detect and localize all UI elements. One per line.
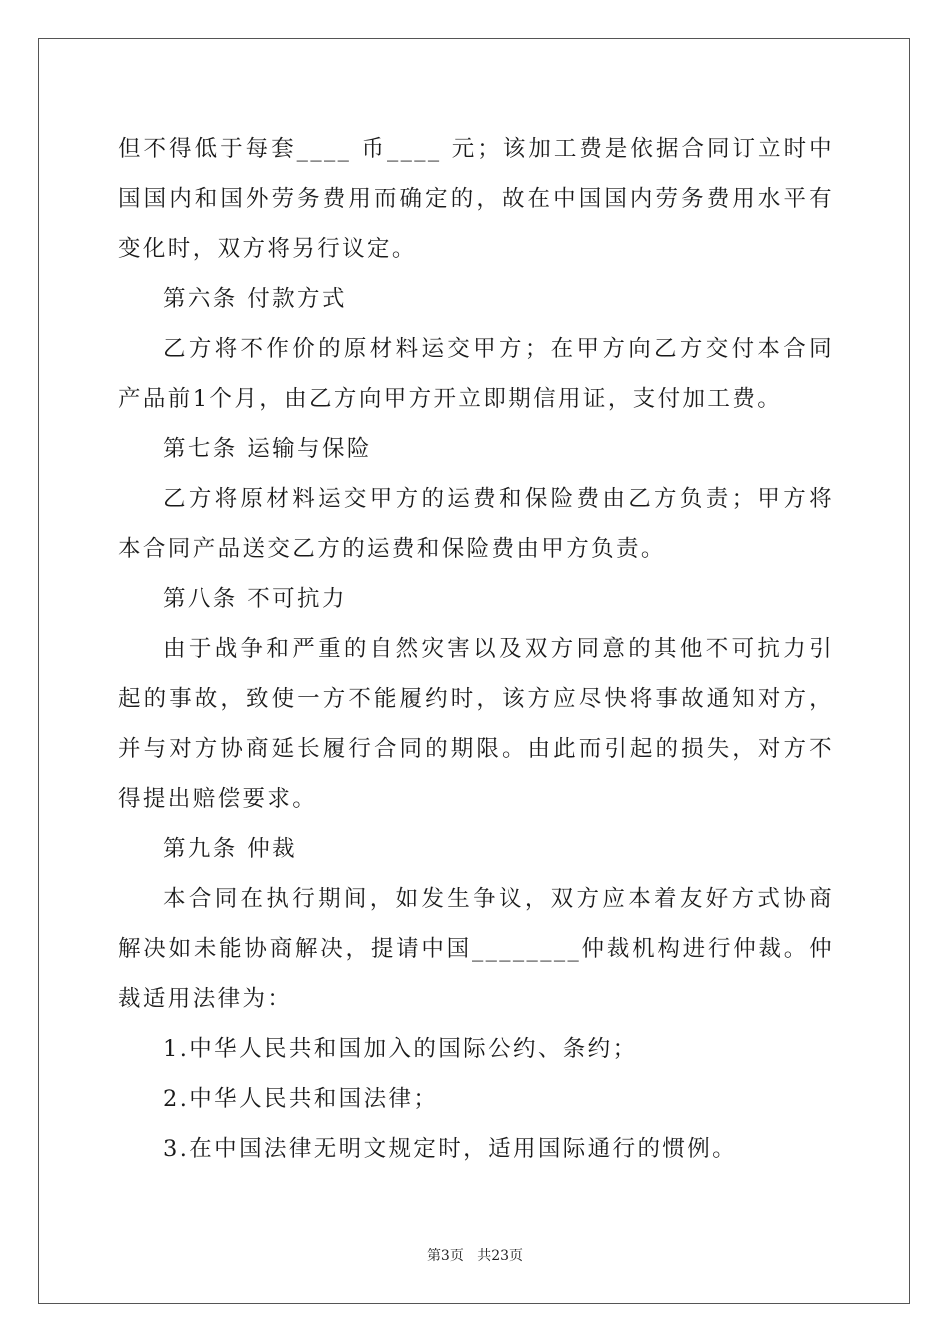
article-9-heading: 第九条 仲裁: [163, 836, 298, 862]
page-footer: [0, 1246, 950, 1266]
article-8-heading: 第八条 不可抗力: [163, 586, 347, 612]
document-body: [118, 124, 834, 1174]
article-6-heading: 第六条 付款方式: [163, 286, 347, 312]
article-9-paragraph: 本合同在执行期间，如发生争议，双方应本着友好方式协商解决如未能协商解决，提请中国________仲裁机构进行仲裁。仲裁适用法律为：: [118, 886, 834, 1012]
law-list-item-3: 3.在中国法律无明文规定时，适用国际通行的惯例。: [163, 1136, 738, 1162]
page-total: 共23页: [477, 1248, 524, 1264]
law-list-item-1: 1.中华人民共和国加入的国际公约、条约；: [163, 1036, 638, 1062]
article-7-paragraph: 乙方将原材料运交甲方的运费和保险费由乙方负责；甲方将本合同产品送交乙方的运费和保险费由甲方负责。: [118, 486, 834, 562]
paragraph-continued: 但不得低于每套____ 币____ 元；该加工费是依据合同订立时中国国内和国外劳务费用而确定的，故在中国国内劳务费用水平有变化时，双方将另行议定。: [118, 136, 834, 262]
article-7-heading: 第七条 运输与保险: [163, 436, 372, 462]
law-list-item-2: 2.中华人民共和国法律；: [163, 1086, 439, 1112]
footer-spacer: [464, 1248, 477, 1264]
page-number: 第3页: [426, 1248, 464, 1264]
article-6-paragraph: 乙方将不作价的原材料运交甲方；在甲方向乙方交付本合同产品前1个月，由乙方向甲方开立即期信用证，支付加工费。: [118, 336, 834, 412]
article-8-paragraph: 由于战争和严重的自然灾害以及双方同意的其他不可抗力引起的事故，致使一方不能履约时，该方应尽快将事故通知对方，并与对方协商延长履行合同的期限。由此而引起的损失，对方不得提出赔偿要求。: [118, 636, 834, 812]
